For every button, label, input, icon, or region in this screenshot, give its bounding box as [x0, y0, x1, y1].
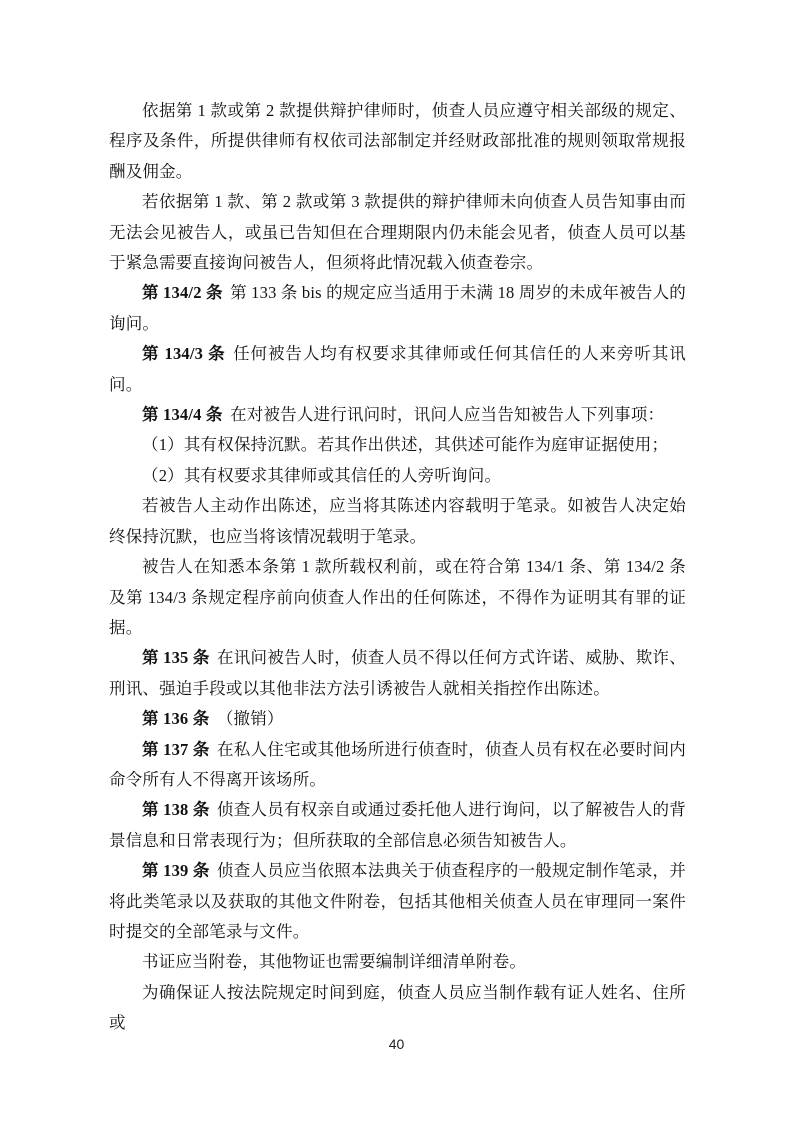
- article-number: 第 137 条: [142, 739, 210, 759]
- paragraph-text: 在私人住宅或其他场所进行侦查时，侦查人员有权在必要时间内命令所有人不得离开该场所。: [109, 739, 686, 789]
- paragraph-text: 若被告人主动作出陈述，应当将其陈述内容载明于笔录。如被告人决定始终保持沉默，也应当将该情况载明于笔录。: [109, 496, 686, 546]
- paragraph: [109, 795, 686, 856]
- article-number: 第 134/2 条: [142, 283, 223, 303]
- paragraph-text: 在讯问被告人时，侦查人员不得以任何方式许诺、威胁、欺诈、刑讯、强迫手段或以其他非法方法引诱被告人就相关指控作出陈述。: [109, 648, 686, 698]
- article-number: 第 139 条: [142, 861, 210, 881]
- paragraph: [109, 461, 686, 491]
- paragraph: [109, 96, 686, 187]
- paragraph: [109, 339, 686, 400]
- paragraph-text: （1）其有权保持沉默。若其作出供述，其供述可能作为庭审证据使用；: [142, 435, 669, 455]
- paragraph: [109, 278, 686, 339]
- article-number: 第 134/4 条: [142, 405, 223, 425]
- paragraph-text: 侦查人员应当依照本法典关于侦查程序的一般规定制作笔录，并将此类笔录以及获取的其他文件附卷，包括其他相关侦查人员在审理同一案件时提交的全部笔录与文件。: [109, 861, 686, 941]
- paragraph: [109, 430, 686, 460]
- article-number: 第 135 条: [142, 648, 210, 668]
- paragraph: [109, 735, 686, 796]
- paragraph: [109, 552, 686, 643]
- paragraph-text: 书证应当附卷，其他物证也需要编制详细清单附卷。: [142, 952, 527, 972]
- article-number: 第 136 条: [142, 709, 210, 729]
- paragraph-text: 被告人在知悉本条第 1 款所载权利前，或在符合第 134/1 条、第 134/2 条及第 134/3 条规定程序前向侦查人作出的任何陈述，不得作为证明其有罪的证据。: [109, 557, 686, 637]
- article-number: 第 134/3 条: [142, 344, 226, 364]
- paragraph-text: 第 133 条 bis 的规定应当适用于未满 18 周岁的未成年被告人的询问。: [109, 283, 686, 333]
- paragraph: [109, 400, 686, 430]
- paragraph-text: （2）其有权要求其律师或其信任的人旁听询问。: [142, 465, 502, 485]
- paragraph-text: （撤销）: [216, 709, 284, 729]
- paragraph: [109, 491, 686, 552]
- paragraph: [109, 947, 686, 977]
- paragraph: [109, 187, 686, 278]
- paragraph: [109, 978, 686, 1039]
- article-number: 第 138 条: [142, 800, 210, 820]
- document-body: [109, 96, 686, 1039]
- paragraph-text: 任何被告人均有权要求其律师或任何其信任的人来旁听其讯问。: [109, 344, 686, 394]
- paragraph-text: 在对被告人进行讯问时，讯问人应当告知被告人下列事项：: [230, 405, 665, 425]
- paragraph-text: 为确保证人按法院规定时间到庭，侦查人员应当制作载有证人姓名、住所或: [109, 982, 686, 1033]
- page-number: 40: [388, 1036, 405, 1052]
- paragraph-text: 若依据第 1 款、第 2 款或第 3 款提供的辩护律师未向侦查人员告知事由而无法会见被告人，或虽已告知但在合理期限内仍未能会见者，侦查人员可以基于紧急需要直接询问被告人，但须将此情况载入侦查卷宗。: [109, 192, 686, 273]
- paragraph: [109, 704, 686, 734]
- paragraph-text: 侦查人员有权亲自或通过委托他人进行询问，以了解被告人的背景信息和日常表现行为；但所获取的全部信息必须告知被告人。: [109, 800, 686, 850]
- paragraph: [109, 856, 686, 947]
- paragraph: [109, 643, 686, 704]
- paragraph-text: 依据第 1 款或第 2 款提供辩护律师时，侦查人员应遵守相关部级的规定、程序及条件，所提供律师有权依司法部制定并经财政部批准的规则领取常规报酬及佣金。: [109, 101, 686, 181]
